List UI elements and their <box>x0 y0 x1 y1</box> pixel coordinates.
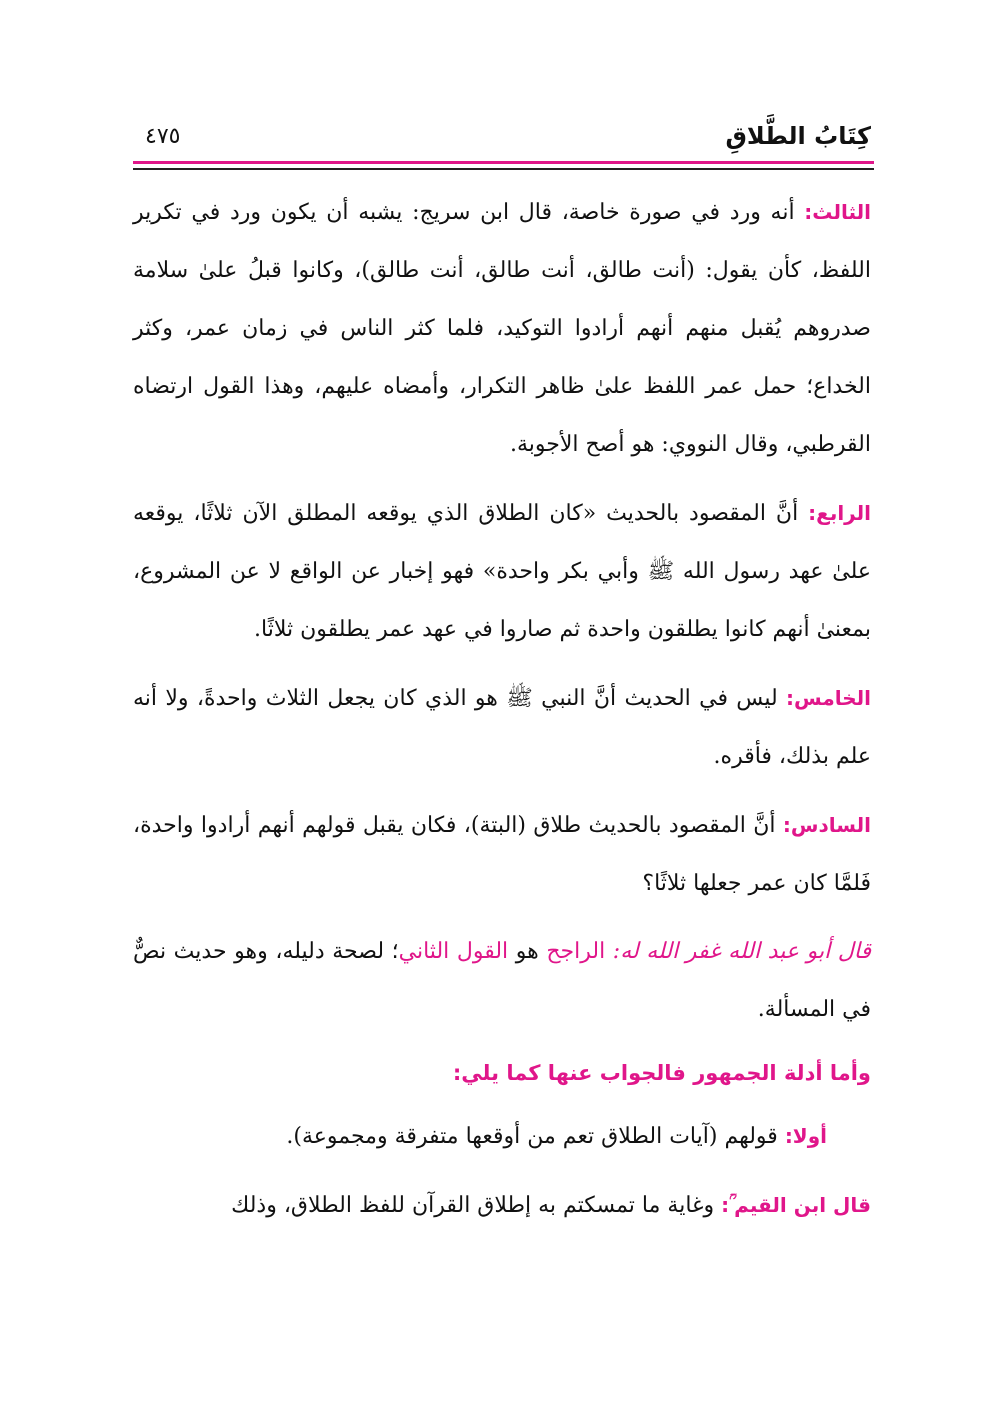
paragraph-label: أولا: <box>784 1124 827 1148</box>
preferred-value: القول الثاني <box>398 939 509 964</box>
paragraph-label: قال ابن القيم ؒ: <box>721 1193 871 1217</box>
paragraph-fourth <box>133 484 871 659</box>
paragraph-text: قولهم (آيات الطلاق تعم من أوقعها متفرقة ومجموعة). <box>286 1124 785 1149</box>
header-rule-dark <box>133 168 874 170</box>
paragraph-text: وغاية ما تمسكتم به إطلاق القرآن للفظ الطلاق، وذلك <box>231 1193 722 1218</box>
paragraph-fifth <box>133 669 871 786</box>
paragraph-text: أنَّ المقصود بالحديث طلاق (البتة)، فكان يقبل قولهم أنهم أرادوا واحدة، فَلمَّا كان عمر جعلها ثلاثًا؟ <box>133 813 871 896</box>
preferred-label: الراجح <box>546 939 613 964</box>
paragraph-third <box>133 183 871 474</box>
page-header <box>133 118 871 158</box>
page-number: ٤٧٥ <box>145 124 181 149</box>
paragraph-label: الثالث: <box>804 200 871 224</box>
chapter-title: كِتَابُ الطَّلاقِ <box>725 122 871 150</box>
paragraph-first-answer <box>133 1107 871 1166</box>
paragraph-text: أنَّ المقصود بالحديث «كان الطلاق الذي يوقعه المطلق الآن ثلاثًا، يوقعه علىٰ عهد رسول الله ﷺ وأبي بكر واحدة» فهو إخبار عن الواقع لا عن المشروع، بمعنىٰ أنهم كانوا يطلقون واحدة ثم صاروا في عهد عمر يطلقون ثلاثًا. <box>133 501 871 642</box>
paragraph-text: ؛ لصحة دليله، وهو حديث نصٌّ في المسألة. <box>133 939 871 1022</box>
paragraph-sixth <box>133 796 871 913</box>
paragraph-label: الخامس: <box>786 686 871 710</box>
paragraph-ibn-qayyim <box>133 1176 871 1235</box>
paragraph-author-opinion <box>133 923 871 1039</box>
paragraph-text: أنه ورد في صورة خاصة، قال ابن سريج: يشبه أن يكون ورد في تكرير اللفظ، كأن يقول: (أنت طالق، أنت طالق، أنت طالق)، وكانوا قبلُ علىٰ سلامة صدروهم يُقبل منهم أنهم أرادوا التوكيد، فلما كثر الناس في زمان عمر، وكثر الخداع؛ حمل عمر اللفظ علىٰ ظاهر التكرار، وأمضاه عليهم، وهذا القول ارتضاه القرطبي، وقال النووي: هو أصح الأجوبة. <box>133 200 871 457</box>
paragraph-label: الرابع: <box>808 501 871 525</box>
header-rule-pink <box>133 161 874 164</box>
paragraph-label: السادس: <box>782 813 871 837</box>
section-heading: وأما أدلة الجمهور فالجواب عنها كما يلي: <box>452 1061 871 1085</box>
paragraph-text-mid: هو <box>508 939 547 964</box>
page-body <box>133 183 871 1245</box>
paragraph-text: ليس في الحديث أنَّ النبي ﷺ هو الذي كان يجعل الثلاث واحدةً، ولا أنه علم بذلك، فأقره. <box>133 686 871 769</box>
author-attribution: قال أبو عبد الله غفر الله له: <box>612 939 871 964</box>
